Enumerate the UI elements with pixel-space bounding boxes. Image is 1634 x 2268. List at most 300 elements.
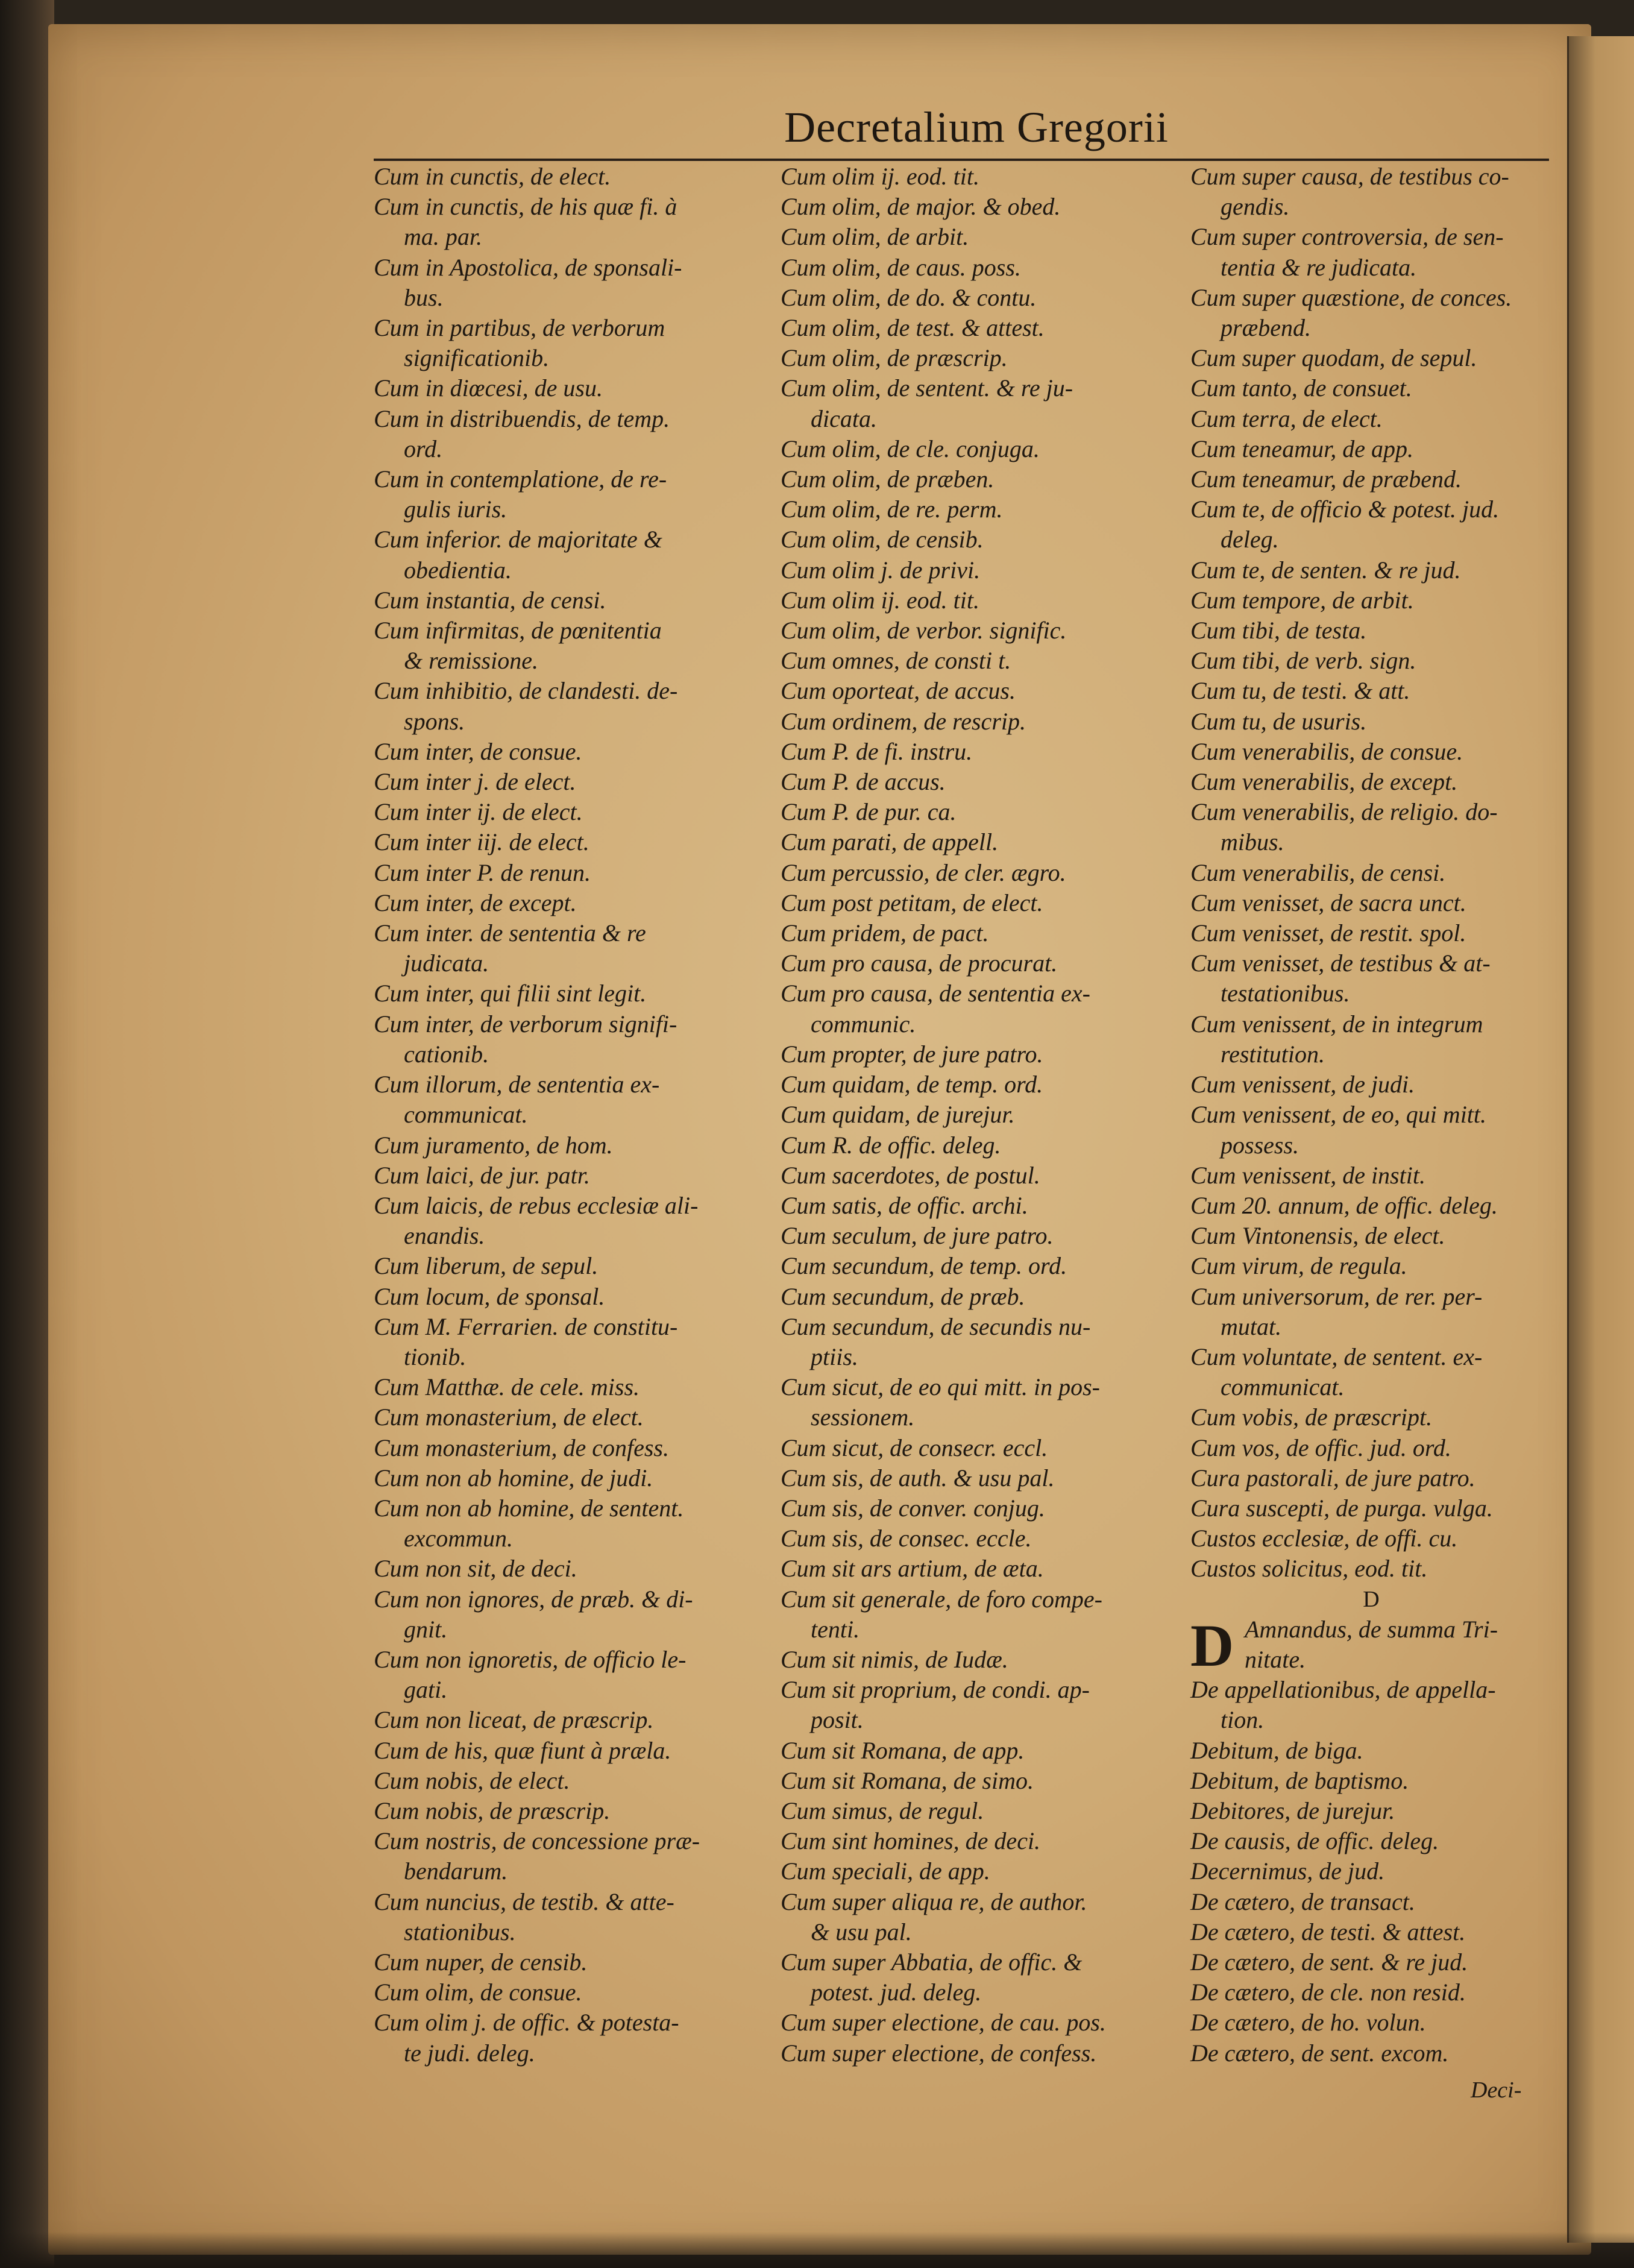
- index-entry: [781, 222, 1166, 252]
- entry-line: De cætero, de cle. non resid.: [1190, 1979, 1466, 2006]
- index-entry: [781, 524, 1166, 555]
- index-entry: [781, 373, 1166, 433]
- entry-line: Cum olim, de arbit.: [781, 223, 969, 251]
- index-entry: [1190, 1887, 1552, 1917]
- entry-continuation: possess.: [1221, 1131, 1299, 1159]
- entry-continuation: communicat.: [404, 1101, 528, 1129]
- index-entry: [374, 313, 765, 373]
- index-entry: [781, 1736, 1166, 1766]
- entry-line: Cum super quodam, de sepul.: [1190, 344, 1477, 372]
- entry-line: Cum sit ars artium, de æta.: [781, 1555, 1044, 1583]
- facing-page-edge: [1567, 36, 1634, 2243]
- index-entry: [1190, 646, 1552, 676]
- entry-line: De cætero, de sent. & re jud.: [1190, 1948, 1468, 1976]
- entry-line: Cum ordinem, de rescrip.: [781, 707, 1026, 735]
- index-entry: [781, 616, 1166, 646]
- entry-line: Cum pro causa, de procurat.: [781, 950, 1058, 977]
- index-entry: [374, 524, 765, 585]
- entry-line: Cum sicut, de eo qui mitt. in pos-: [781, 1373, 1100, 1401]
- section-letter: D: [1363, 1586, 1380, 1612]
- entry-continuation: gendis.: [1221, 193, 1290, 221]
- entry-line: Cum de his, quæ fiunt à præla.: [374, 1736, 671, 1764]
- entry-line: Cum non ignoretis, de officio le-: [374, 1645, 687, 1673]
- index-entry: [1190, 1736, 1552, 1766]
- entry-line: Cum sis, de conver. conjug.: [781, 1494, 1045, 1522]
- index-entry: [781, 1796, 1166, 1826]
- entry-continuation: judicata.: [404, 950, 489, 977]
- entry-line: De cætero, de transact.: [1190, 1888, 1415, 1915]
- entry-line: Cum venisset, de sacra unct.: [1190, 889, 1466, 916]
- entry-line: Cum P. de accus.: [781, 768, 946, 796]
- entry-line: Cum nuncius, de testib. & atte-: [374, 1888, 674, 1915]
- entry-line: Cum venerabilis, de consue.: [1190, 737, 1463, 765]
- index-entry: [1190, 162, 1552, 222]
- entry-line: Cum monasterium, de confess.: [374, 1434, 669, 1461]
- entry-continuation: obedientia.: [404, 556, 512, 584]
- header-rule: [374, 159, 1549, 161]
- index-entry: [781, 978, 1166, 1039]
- entry-continuation: & usu pal.: [811, 1918, 912, 1945]
- index-entry: [781, 646, 1166, 676]
- index-entry: [1190, 373, 1552, 403]
- entry-line: Cum sit nimis, de Iudæ.: [781, 1645, 1008, 1673]
- index-entry: [374, 978, 765, 1009]
- entry-line: Cum inter j. de elect.: [374, 768, 576, 796]
- entry-line: Cum tanto, de consuet.: [1190, 374, 1412, 402]
- index-entry: [374, 858, 765, 888]
- entry-line: Cum illorum, de sententia ex-: [374, 1071, 660, 1098]
- entry-continuation: ma. par.: [404, 223, 483, 251]
- entry-line: Cum universorum, de rer. per-: [1190, 1282, 1483, 1310]
- index-entry: [781, 737, 1166, 767]
- entry-line: Cum in cunctis, de his quæ fi. à: [374, 193, 677, 221]
- index-entry: [781, 707, 1166, 737]
- entry-line: Cum nostris, de concessione præ-: [374, 1827, 700, 1855]
- index-entry: [1190, 1947, 1552, 1977]
- index-entry: [1190, 1100, 1552, 1160]
- entry-line: Cum olim, de censib.: [781, 526, 984, 553]
- entry-continuation: gulis iuris.: [404, 496, 507, 523]
- entry-line: Cum super causa, de testibus co-: [1190, 163, 1509, 190]
- entry-line: Cum inter ij. de elect.: [374, 798, 583, 826]
- entry-line: Cum in cunctis, de elect.: [374, 163, 611, 190]
- index-entry: [374, 1402, 765, 1432]
- entry-line: Cum simus, de regul.: [781, 1797, 984, 1824]
- index-entry: [781, 1856, 1166, 1886]
- index-entry: [1190, 1463, 1552, 1493]
- entry-line: Cum laicis, de rebus ecclesiæ ali-: [374, 1191, 699, 1219]
- entry-line: Cum in distribuendis, de temp.: [374, 405, 670, 432]
- index-entry: [781, 1282, 1166, 1312]
- index-entry: [1190, 1554, 1552, 1584]
- index-entry: [374, 737, 765, 767]
- entry-line: Cum olim, de cle. conjuga.: [781, 435, 1040, 462]
- entry-line: Cum super controversia, de sen-: [1190, 223, 1504, 251]
- index-entry: [781, 1766, 1166, 1796]
- entry-line: Cum olim ij. eod. tit.: [781, 163, 979, 190]
- entry-line: Cum te, de senten. & re jud.: [1190, 556, 1461, 584]
- entry-line: Cum sit proprium, de condi. ap-: [781, 1676, 1090, 1704]
- entry-line: Cum locum, de sponsal.: [374, 1282, 605, 1310]
- entry-line: Cum instantia, de censi.: [374, 586, 606, 614]
- entry-continuation: ptiis.: [811, 1343, 858, 1370]
- entry-continuation: bendarum.: [404, 1857, 508, 1885]
- index-entry: [1190, 1766, 1552, 1796]
- entry-line: Cum olim, de consue.: [374, 1979, 582, 2006]
- index-entry: [374, 1796, 765, 1826]
- entry-line: Cum super electione, de confess.: [781, 2039, 1097, 2067]
- entry-continuation: deleg.: [1221, 526, 1279, 553]
- index-entry: [781, 162, 1166, 192]
- entry-line: Cum omnes, de consti t.: [781, 647, 1011, 675]
- index-entry: [1190, 948, 1552, 1009]
- index-entry: [1190, 797, 1552, 857]
- index-entry: [374, 1826, 765, 1886]
- entry-line: Debitores, de jurejur.: [1190, 1797, 1395, 1824]
- index-column-1: [374, 162, 765, 2068]
- index-entry: [781, 767, 1166, 797]
- entry-line: Cum inter iij. de elect.: [374, 828, 589, 856]
- index-entry: [1190, 918, 1552, 948]
- entry-line: Cum sit Romana, de app.: [781, 1736, 1025, 1764]
- index-entry: [374, 1372, 765, 1402]
- entry-line: Cum olim, de test. & attest.: [781, 314, 1045, 342]
- entry-line: Cum pridem, de pact.: [781, 919, 989, 947]
- entry-line: Cum inter, qui filii sint legit.: [374, 980, 647, 1007]
- entry-continuation: nitate.: [1245, 1645, 1306, 1673]
- running-header: Decretalium Gregorii: [784, 103, 1169, 151]
- entry-line: Cum venerabilis, de religio. do-: [1190, 798, 1498, 826]
- entry-line: De cætero, de testi. & attest.: [1190, 1918, 1466, 1945]
- index-entry: [781, 676, 1166, 706]
- index-entry: [781, 192, 1166, 222]
- entry-line: Cum super Abbatia, de offic. &: [781, 1948, 1083, 1976]
- index-entry: [374, 464, 765, 524]
- entry-line: Cum M. Ferrarien. de constitu-: [374, 1312, 678, 1340]
- entry-line: Cura suscepti, de purga. vulga.: [1190, 1494, 1493, 1522]
- bottom-shadow: [0, 2232, 1634, 2268]
- entry-line: Cum olim, de major. & obed.: [781, 193, 1061, 221]
- index-entry: [781, 555, 1166, 585]
- entry-line: Cum tu, de usuris.: [1190, 707, 1367, 735]
- index-entry: [374, 1645, 765, 1705]
- index-entry: [374, 2008, 765, 2068]
- entry-line: De causis, de offic. deleg.: [1190, 1827, 1439, 1855]
- entry-line: Cum inter, de consue.: [374, 737, 582, 765]
- entry-line: Cum quidam, de temp. ord.: [781, 1071, 1043, 1098]
- entry-line: Cura pastorali, de jure patro.: [1190, 1464, 1475, 1492]
- entry-continuation: restitution.: [1221, 1040, 1325, 1068]
- index-entry: [781, 1221, 1166, 1251]
- entry-line: Cum non ab homine, de judi.: [374, 1464, 653, 1492]
- index-entry: [374, 827, 765, 857]
- entry-line: Cum seculum, de jure patro.: [781, 1222, 1054, 1250]
- index-entry: [374, 1251, 765, 1281]
- index-entry: [781, 1251, 1166, 1281]
- entry-line: Cum teneamur, de præbend.: [1190, 465, 1462, 493]
- entry-line: Cum 20. annum, de offic. deleg.: [1190, 1191, 1498, 1219]
- entry-continuation: communic.: [811, 1010, 916, 1038]
- entry-line: Cum inter, de except.: [374, 889, 577, 916]
- entry-continuation: gati.: [404, 1676, 448, 1704]
- index-entry: [1190, 858, 1552, 888]
- index-entry: [1190, 1523, 1552, 1554]
- entry-continuation: communicat.: [1221, 1373, 1345, 1401]
- index-entry: [374, 1705, 765, 1735]
- index-entry: [781, 1312, 1166, 1372]
- entry-line: Cum olim, de verbor. signific.: [781, 617, 1067, 644]
- index-entry: [781, 797, 1166, 827]
- entry-line: Cum tempore, de arbit.: [1190, 586, 1414, 614]
- entry-line: Cum teneamur, de app.: [1190, 435, 1413, 462]
- index-entry: [781, 1523, 1166, 1554]
- index-entry: [374, 1584, 765, 1645]
- index-entry: [781, 1130, 1166, 1161]
- index-entry: [1190, 1009, 1552, 1069]
- index-entry: [374, 1130, 765, 1161]
- entry-line: Cum olim, de præscrip.: [781, 344, 1008, 372]
- index-entry: [1190, 2008, 1552, 2038]
- entry-continuation: sessionem.: [811, 1403, 915, 1431]
- index-entry: [374, 616, 765, 676]
- entry-line: De appellationibus, de appella-: [1190, 1676, 1496, 1704]
- entry-line: Cum Matthæ. de cele. miss.: [374, 1373, 640, 1401]
- entry-line: Decernimus, de jud.: [1190, 1857, 1385, 1885]
- entry-line: Cum secundum, de secundis nu-: [781, 1312, 1091, 1340]
- entry-line: Cum in diœcesi, de usu.: [374, 374, 603, 402]
- index-entry: [1190, 1069, 1552, 1100]
- index-entry: [781, 1161, 1166, 1191]
- index-entry: [1190, 1221, 1552, 1251]
- index-entry: [374, 253, 765, 313]
- entry-continuation: enandis.: [404, 1222, 485, 1250]
- index-entry: [781, 1463, 1166, 1493]
- index-entry: [1190, 616, 1552, 646]
- index-entry: [781, 1675, 1166, 1735]
- index-entry: [781, 1826, 1166, 1856]
- entry-continuation: testationibus.: [1221, 980, 1350, 1007]
- index-entry: [781, 1039, 1166, 1069]
- entry-line: Cum venerabilis, de censi.: [1190, 858, 1446, 886]
- index-entry: [781, 1493, 1166, 1523]
- entry-continuation: cationib.: [404, 1040, 489, 1068]
- entry-line: Cum olim ij. eod. tit.: [781, 586, 979, 614]
- index-entry: [374, 1887, 765, 1947]
- entry-continuation: significationib.: [404, 344, 550, 372]
- entry-line: Cum venisset, de testibus & at-: [1190, 950, 1491, 977]
- entry-line: Amnandus, de summa Tri-: [1245, 1615, 1498, 1643]
- entry-continuation: tentia & re judicata.: [1221, 253, 1417, 281]
- index-entry: [781, 1645, 1166, 1675]
- index-entry: [374, 1009, 765, 1069]
- entry-line: Cum secundum, de temp. ord.: [781, 1252, 1067, 1280]
- entry-line: Cum venerabilis, de except.: [1190, 768, 1458, 796]
- index-entry: [781, 827, 1166, 857]
- index-entry: [781, 858, 1166, 888]
- index-entry: [1190, 404, 1552, 434]
- entry-line: Debitum, de baptismo.: [1190, 1766, 1409, 1794]
- drop-cap: D: [1190, 1611, 1234, 1679]
- index-entry: [781, 2038, 1166, 2068]
- entry-continuation: gnit.: [404, 1615, 448, 1643]
- entry-line: Cum parati, de appell.: [781, 828, 999, 856]
- index-entry: [1190, 737, 1552, 767]
- entry-line: Cum sicut, de consecr. eccl.: [781, 1434, 1048, 1461]
- index-entry: [374, 1977, 765, 2008]
- entry-line: Cum liberum, de sepul.: [374, 1252, 599, 1280]
- index-entry: [781, 434, 1166, 464]
- index-entry: [374, 1191, 765, 1251]
- index-entry: [1190, 464, 1552, 494]
- index-entry: [1190, 1493, 1552, 1523]
- index-entry: [1190, 1402, 1552, 1432]
- entry-continuation: mibus.: [1221, 828, 1284, 856]
- index-entry: [1190, 1611, 1552, 1679]
- entry-line: Cum sis, de consec. eccle.: [781, 1525, 1032, 1552]
- entry-line: Cum in Apostolica, de sponsali-: [374, 253, 682, 281]
- index-entry: [781, 888, 1166, 918]
- index-entry: [1190, 1191, 1552, 1221]
- index-entry: [1190, 1675, 1552, 1735]
- index-entry: [374, 888, 765, 918]
- index-entry: [781, 1947, 1166, 2008]
- entry-line: Cum super quæstione, de conces.: [1190, 283, 1512, 311]
- index-entry: [374, 797, 765, 827]
- entry-line: Debitum, de biga.: [1190, 1736, 1363, 1764]
- entry-line: Cum inter. de sententia & re: [374, 919, 646, 947]
- index-entry: [781, 2008, 1166, 2038]
- entry-line: Cum super electione, de cau. pos.: [781, 2009, 1106, 2036]
- entry-line: Cum olim, de præben.: [781, 465, 995, 493]
- index-entry: [374, 1312, 765, 1372]
- index-entry: [781, 585, 1166, 616]
- index-entry: [1190, 1917, 1552, 1947]
- index-entry: [1190, 2038, 1552, 2068]
- entry-line: Cum olim j. de offic. & potesta-: [374, 2009, 679, 2036]
- entry-line: De cætero, de ho. volun.: [1190, 2009, 1426, 2036]
- index-entry: [781, 464, 1166, 494]
- entry-continuation: mutat.: [1221, 1312, 1282, 1340]
- index-entry: [781, 1554, 1166, 1584]
- entry-line: Cum in partibus, de verborum: [374, 314, 665, 342]
- entry-continuation: & remissione.: [404, 647, 538, 675]
- entry-line: Cum non liceat, de præscrip.: [374, 1706, 654, 1734]
- entry-line: Cum sit Romana, de simo.: [781, 1766, 1034, 1794]
- entry-line: Cum tu, de testi. & att.: [1190, 677, 1410, 705]
- entry-line: Cum speciali, de app.: [781, 1857, 990, 1885]
- index-entry: [374, 1947, 765, 1977]
- entry-continuation: posit.: [811, 1706, 864, 1734]
- index-entry: [1190, 1856, 1552, 1886]
- entry-line: Cum percussio, de cler. ægro.: [781, 858, 1066, 886]
- index-entry: [1190, 1282, 1552, 1342]
- entry-line: Cum pro causa, de sententia ex-: [781, 980, 1090, 1007]
- entry-line: Cum olim, de sentent. & re ju-: [781, 374, 1073, 402]
- entry-line: Cum propter, de jure patro.: [781, 1040, 1043, 1068]
- index-entry: [781, 1584, 1166, 1645]
- index-entry: [1190, 1433, 1552, 1463]
- index-entry: [1190, 767, 1552, 797]
- index-entry: [1190, 1977, 1552, 2008]
- index-entry: [374, 767, 765, 797]
- index-entry: [374, 1161, 765, 1191]
- entry-line: Cum nobis, de elect.: [374, 1766, 570, 1794]
- entry-line: Cum tibi, de verb. sign.: [1190, 647, 1416, 675]
- index-entry: [374, 1736, 765, 1766]
- entry-continuation: bus.: [404, 283, 444, 311]
- index-entry: [781, 1372, 1166, 1432]
- entry-continuation: te judi. deleg.: [404, 2039, 535, 2067]
- entry-line: Cum sit generale, de foro compe-: [781, 1585, 1102, 1613]
- index-entry: [1190, 222, 1552, 282]
- entry-line: Cum secundum, de præb.: [781, 1282, 1025, 1310]
- index-entry: [781, 918, 1166, 948]
- entry-line: Cum voluntate, de sentent. ex-: [1190, 1343, 1483, 1370]
- index-entry: [374, 1282, 765, 1312]
- entry-continuation: excommun.: [404, 1525, 514, 1552]
- index-entry: [781, 283, 1166, 313]
- entry-line: Cum tibi, de testa.: [1190, 617, 1367, 644]
- index-entry: [781, 1887, 1166, 1947]
- entry-line: Cum non ignores, de præb. & di-: [374, 1585, 693, 1613]
- entry-line: Cum venissent, de eo, qui mitt.: [1190, 1101, 1487, 1129]
- index-entry: [374, 1069, 765, 1130]
- index-entry: [374, 1554, 765, 1584]
- index-entry: [1190, 343, 1552, 373]
- entry-line: Cum Vintonensis, de elect.: [1190, 1222, 1445, 1250]
- index-entry: [781, 253, 1166, 283]
- index-entry: [374, 1463, 765, 1493]
- index-entry: [374, 918, 765, 978]
- entry-line: Custos ecclesiæ, de offi. cu.: [1190, 1525, 1458, 1552]
- entry-line: Cum laici, de jur. patr.: [374, 1161, 590, 1189]
- index-entry: [781, 343, 1166, 373]
- entry-continuation: spons.: [404, 707, 465, 735]
- index-entry: [374, 162, 765, 192]
- entry-line: Cum te, de officio & potest. jud.: [1190, 496, 1500, 523]
- entry-continuation: præbend.: [1221, 314, 1311, 342]
- index-entry: [781, 1069, 1166, 1100]
- index-entry: [374, 1433, 765, 1463]
- index-entry: [374, 676, 765, 736]
- entry-line: Cum inter P. de renun.: [374, 858, 591, 886]
- entry-line: Cum sint homines, de deci.: [781, 1827, 1041, 1855]
- index-entry: [374, 192, 765, 252]
- entry-line: Cum olim, de do. & contu.: [781, 283, 1037, 311]
- index-entry: [1190, 676, 1552, 706]
- entry-line: Cum super aliqua re, de author.: [781, 1888, 1087, 1915]
- entry-line: Cum sis, de auth. & usu pal.: [781, 1464, 1055, 1492]
- index-entry: [781, 494, 1166, 524]
- entry-line: Cum P. de pur. ca.: [781, 798, 957, 826]
- entry-continuation: stationibus.: [404, 1918, 516, 1945]
- entry-line: Cum R. de offic. deleg.: [781, 1131, 1001, 1159]
- index-column-3: [1190, 162, 1552, 2068]
- entry-continuation: tionib.: [404, 1343, 467, 1370]
- index-entry: [1190, 1251, 1552, 1281]
- entry-line: Cum post petitam, de elect.: [781, 889, 1043, 916]
- entry-continuation: potest. jud. deleg.: [811, 1979, 982, 2006]
- entry-continuation: ord.: [404, 435, 443, 462]
- entry-line: Cum nuper, de censib.: [374, 1948, 588, 1976]
- entry-line: Cum olim, de re. perm.: [781, 496, 1003, 523]
- entry-line: Cum sacerdotes, de postul.: [781, 1161, 1040, 1189]
- index-entry: [1190, 1826, 1552, 1856]
- index-entry: [1190, 494, 1552, 555]
- index-entry: [1190, 434, 1552, 464]
- entry-line: Cum olim j. de privi.: [781, 556, 981, 584]
- entry-continuation: dicata.: [811, 405, 877, 432]
